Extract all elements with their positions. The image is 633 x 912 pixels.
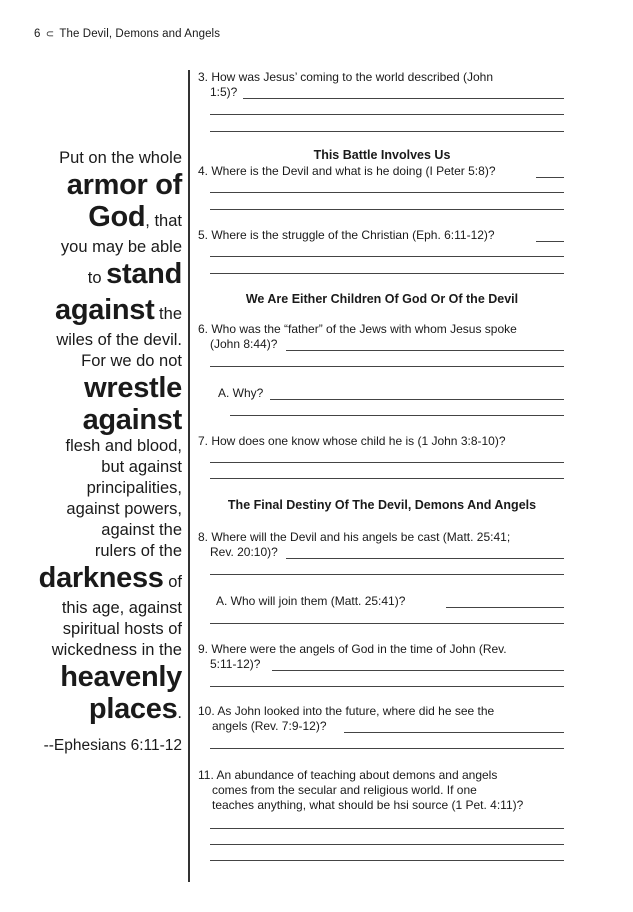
quote-text: the	[154, 305, 182, 323]
quote-line: wrestle	[84, 372, 182, 404]
quote-line	[14, 258, 182, 294]
question-8-text: 8. Where will the Devil and his angels be cast (Matt. 25:41;	[198, 530, 511, 544]
answer-line[interactable]	[210, 256, 564, 257]
answer-line[interactable]	[446, 607, 564, 608]
question-10-text: 10. As John looked into the future, where did he see the	[198, 704, 495, 718]
question-5	[198, 228, 566, 243]
sidebar-quote	[14, 148, 182, 756]
quote-text: .	[177, 704, 182, 722]
quote-line	[14, 562, 182, 598]
quote-line: wickedness in the	[51, 641, 182, 659]
quote-line: spiritual hosts of	[62, 620, 182, 638]
answer-line[interactable]	[230, 415, 564, 416]
answer-line[interactable]	[536, 241, 564, 242]
question-11-text-cont2: teaches anything, what should be hsi source (1 Pet. 4:11)?	[212, 798, 524, 812]
answer-line[interactable]	[210, 686, 564, 687]
quote-line: wiles of the devil.	[56, 331, 182, 349]
quote-line: against	[82, 404, 182, 436]
answer-line[interactable]	[272, 670, 564, 671]
question-3-text-cont: 1:5)?	[210, 85, 238, 99]
answer-line[interactable]	[286, 558, 564, 559]
quote-line	[14, 294, 182, 330]
question-7	[198, 434, 566, 449]
page-number: 6	[34, 28, 41, 40]
quote-line: but against	[101, 458, 182, 476]
quote-text: to	[87, 269, 107, 287]
question-4-text: 4. Where is the Devil and what is he doing (I Peter 5:8)?	[198, 164, 496, 178]
quote-reference: --Ephesians 6:11-12	[43, 737, 182, 754]
quote-line: rulers of the	[94, 542, 182, 560]
question-6a-text: A. Why?	[218, 386, 264, 400]
page-header	[34, 28, 220, 40]
quote-line: flesh and blood,	[65, 437, 182, 455]
quote-emphasis: against	[55, 294, 155, 326]
question-7-text: 7. How does one know whose child he is (1 John 3:8-10)?	[198, 434, 506, 448]
question-9	[198, 642, 566, 672]
question-6	[198, 322, 566, 352]
question-5-text: 5. Where is the struggle of the Christian (Eph. 6:11-12)?	[198, 228, 495, 242]
question-11	[198, 768, 566, 813]
c-bullet-icon: ⊂	[45, 29, 55, 40]
quote-line: For we do not	[81, 352, 182, 370]
question-10	[198, 704, 566, 734]
answer-line[interactable]	[286, 350, 564, 351]
question-3-text: 3. How was Jesus’ coming to the world described (John	[198, 70, 494, 84]
question-4	[198, 164, 566, 179]
quote-line: Put on the whole	[59, 149, 182, 167]
quote-line: this age, against	[61, 599, 182, 617]
quote-text: , that	[145, 212, 182, 230]
question-8-text-cont: Rev. 20:10)?	[210, 545, 278, 559]
answer-line[interactable]	[243, 98, 564, 99]
answer-line[interactable]	[210, 860, 564, 861]
quote-text: of	[163, 573, 182, 591]
answer-line[interactable]	[210, 131, 564, 132]
quote-emphasis: stand	[106, 258, 182, 290]
answer-line[interactable]	[210, 366, 564, 367]
question-9-text: 9. Where were the angels of God in the time of John (Rev.	[198, 642, 507, 656]
question-3	[198, 70, 566, 100]
section-heading-destiny: The Final Destiny Of The Devil, Demons And Angels	[227, 498, 537, 512]
question-9-text-cont: 5:11-12)?	[210, 657, 261, 671]
section-heading-battle: This Battle Involves Us	[313, 148, 451, 162]
answer-line[interactable]	[210, 209, 564, 210]
question-6-text: 6. Who was the “father” of the Jews with whom Jesus spoke	[198, 322, 517, 336]
quote-line: against powers,	[66, 500, 182, 518]
quote-line: heavenly	[60, 661, 182, 693]
question-6-text-cont: (John 8:44)?	[210, 337, 278, 351]
answer-line[interactable]	[210, 844, 564, 845]
quote-emphasis: places	[88, 693, 178, 725]
question-11-text-cont: comes from the secular and religious world. If one	[212, 783, 477, 797]
book-title: The Devil, Demons and Angels	[59, 28, 221, 40]
answer-line[interactable]	[210, 748, 564, 749]
question-10-text-cont: angels (Rev. 7:9-12)?	[212, 719, 327, 733]
quote-line: against the	[101, 521, 182, 539]
quote-line	[14, 693, 182, 729]
quote-line	[14, 201, 182, 237]
answer-line[interactable]	[210, 273, 564, 274]
answer-line[interactable]	[344, 732, 564, 733]
quote-emphasis: God	[88, 201, 146, 233]
answer-line[interactable]	[210, 623, 564, 624]
answer-line[interactable]	[210, 478, 564, 479]
answer-line[interactable]	[210, 574, 564, 575]
quote-emphasis: darkness	[38, 562, 164, 594]
answer-line[interactable]	[210, 192, 564, 193]
quote-line: armor of	[66, 169, 182, 201]
answer-line[interactable]	[210, 462, 564, 463]
answer-line[interactable]	[270, 399, 564, 400]
question-8	[198, 530, 566, 560]
question-8a-text: A. Who will join them (Matt. 25:41)?	[216, 594, 406, 608]
section-heading-children: We Are Either Children Of God Or Of the Devil	[245, 292, 519, 306]
quote-line: principalities,	[86, 479, 182, 497]
column-divider	[188, 70, 190, 882]
question-11-text: 11. An abundance of teaching about demons and angels	[198, 768, 498, 782]
answer-line[interactable]	[536, 177, 564, 178]
answer-line[interactable]	[210, 114, 564, 115]
answer-line[interactable]	[210, 828, 564, 829]
quote-line: you may be able	[60, 238, 182, 256]
